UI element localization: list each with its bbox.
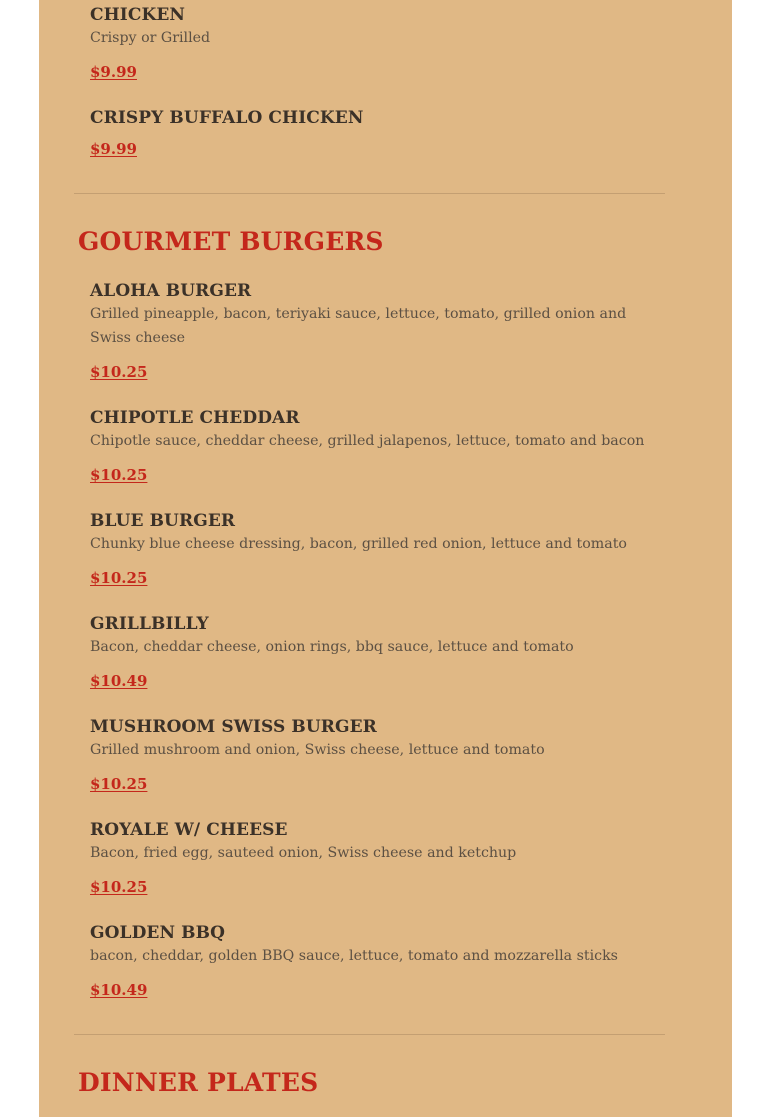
menu-item-crispy-buffalo-chicken — [90, 108, 660, 128]
menu-item-blue-burger — [90, 511, 660, 556]
menu-item-golden-bbq — [90, 923, 660, 968]
menu-item-description: Chipotle sauce, cheddar cheese, grilled jalapenos, lettuce, tomato and bacon — [90, 433, 645, 449]
menu-item-name: ALOHA BURGER — [90, 281, 252, 301]
menu-item-name: CHICKEN — [90, 5, 186, 25]
menu-item-description: Crispy or Grilled — [90, 30, 211, 46]
menu-item-price-link[interactable]: $10.25 — [90, 569, 148, 587]
menu-item-description: Bacon, cheddar cheese, onion rings, bbq sauce, lettuce and tomato — [90, 639, 574, 655]
menu-item-price-link[interactable]: $10.25 — [90, 775, 148, 793]
menu-item-chipotle-cheddar — [90, 408, 660, 453]
menu-item-name: MUSHROOM SWISS BURGER — [90, 717, 377, 737]
menu-item-chicken — [90, 5, 660, 50]
menu-item-description: bacon, cheddar, golden BBQ sauce, lettuce, tomato and mozzarella sticks — [90, 948, 618, 964]
menu-item-price-link[interactable]: $10.25 — [90, 878, 148, 896]
menu-item-name: CRISPY BUFFALO CHICKEN — [90, 108, 364, 128]
menu-item-royale-w-cheese — [90, 820, 660, 865]
menu-item-description: Chunky blue cheese dressing, bacon, grilled red onion, lettuce and tomato — [90, 536, 627, 552]
menu-item-price-link[interactable]: $9.99 — [90, 140, 137, 158]
menu-item-name: BLUE BURGER — [90, 511, 236, 531]
menu-item-name: ROYALE W/ CHEESE — [90, 820, 288, 840]
section-title-gourmet-burgers: GOURMET BURGERS — [78, 227, 384, 256]
section-title-dinner-plates: DINNER PLATES — [78, 1068, 319, 1097]
menu-item-price-link[interactable]: $9.99 — [90, 63, 137, 81]
menu-item-name: CHIPOTLE CHEDDAR — [90, 408, 300, 428]
menu-item-name: GRILLBILLY — [90, 614, 209, 634]
menu-item-price-link[interactable]: $10.49 — [90, 672, 148, 690]
section-divider — [74, 1034, 665, 1035]
menu-item-mushroom-swiss-burger — [90, 717, 660, 762]
section-divider — [74, 193, 665, 194]
menu-item-aloha-burger — [90, 281, 660, 350]
menu-item-grillbilly — [90, 614, 660, 659]
menu-item-description: Grilled mushroom and onion, Swiss cheese, lettuce and tomato — [90, 742, 545, 758]
menu-item-price-link[interactable]: $10.49 — [90, 981, 148, 999]
menu-item-price-link[interactable]: $10.25 — [90, 466, 148, 484]
menu-item-description: Bacon, fried egg, sauteed onion, Swiss cheese and ketchup — [90, 845, 517, 861]
menu-item-price-link[interactable]: $10.25 — [90, 363, 148, 381]
menu-item-name: GOLDEN BBQ — [90, 923, 225, 943]
menu-item-description: Grilled pineapple, bacon, teriyaki sauce, lettuce, tomato, grilled onion and Swiss cheese — [90, 306, 627, 346]
